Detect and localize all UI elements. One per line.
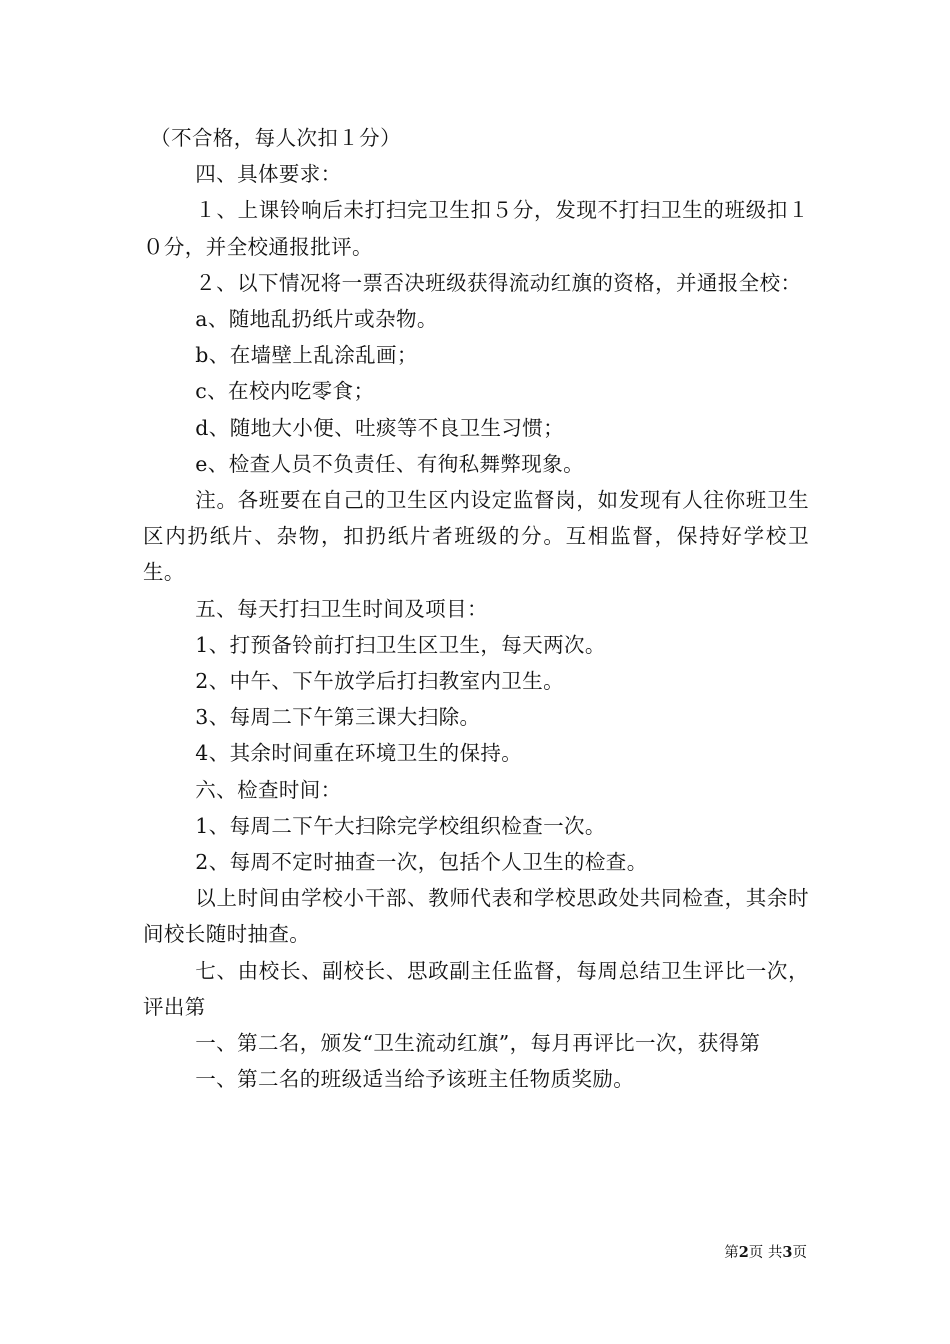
footer-prefix: 第 — [724, 1245, 739, 1261]
section-heading: 四、具体要求： — [195, 162, 342, 187]
paragraph: 一、第二名，颁发“卫生流动红旗”，每月再评比一次，获得第 — [195, 1031, 761, 1056]
list-item: b、在墙壁上乱涂乱画； — [195, 343, 418, 368]
paragraph: （不合格，每人次扣１分） — [150, 126, 401, 150]
list-item: 3、每周二下午第三课大扫除。 — [195, 705, 481, 730]
note-paragraph: 注。各班要在自己的卫生区内设定监督岗，如发现有人往你班卫生区内扔纸片、杂物，扣扔纸片者班级的分。互相监督，保持好学校卫生。 — [143, 488, 809, 585]
list-item: 2、中午、下午放学后打扫教室内卫生。 — [195, 669, 565, 694]
list-item: 1、打预备铃前打扫卫生区卫生，每天两次。 — [195, 632, 606, 657]
footer-suffix: 页 — [792, 1245, 807, 1261]
footer-middle: 页 共 — [748, 1245, 783, 1261]
section-heading: 五、每天打扫卫生时间及项目： — [195, 596, 488, 621]
current-page-number: 2 — [738, 1244, 749, 1261]
list-item: 1、每周二下午大扫除完学校组织检查一次。 — [195, 813, 606, 838]
list-item: c、在校内吃零食； — [195, 379, 375, 404]
section-heading: 六、检查时间： — [195, 777, 342, 802]
list-item: e、检查人员不负责任、有徇私舞弊现象。 — [195, 451, 584, 476]
list-item: 2、每周不定时抽查一次，包括个人卫生的检查。 — [195, 850, 648, 875]
paragraph: １、上课铃响后未打扫完卫生扣５分，发现不打扫卫生的班级扣１０分，并全校通报批评。 — [143, 198, 809, 259]
paragraph: 一、第二名的班级适当给予该班主任物质奖励。 — [195, 1067, 635, 1092]
document-body — [143, 120, 809, 1097]
total-page-number: 3 — [782, 1244, 793, 1261]
paragraph: 以上时间由学校小干部、教师代表和学校思政处共同检查，其余时间校长随时抽查。 — [143, 886, 809, 947]
list-item: a、随地乱扔纸片或杂物。 — [195, 307, 438, 332]
section-heading: 七、由校长、副校长、思政副主任监督，每周总结卫生评比一次，评出第 — [143, 958, 809, 1019]
list-item: 4、其余时间重在环境卫生的保持。 — [195, 741, 523, 766]
paragraph: ２、以下情况将一票否决班级获得流动红旗的资格，并通报全校： — [195, 270, 802, 295]
list-item: d、随地大小便、吐痰等不良卫生习惯； — [195, 415, 565, 440]
page-number-footer — [724, 1243, 807, 1263]
